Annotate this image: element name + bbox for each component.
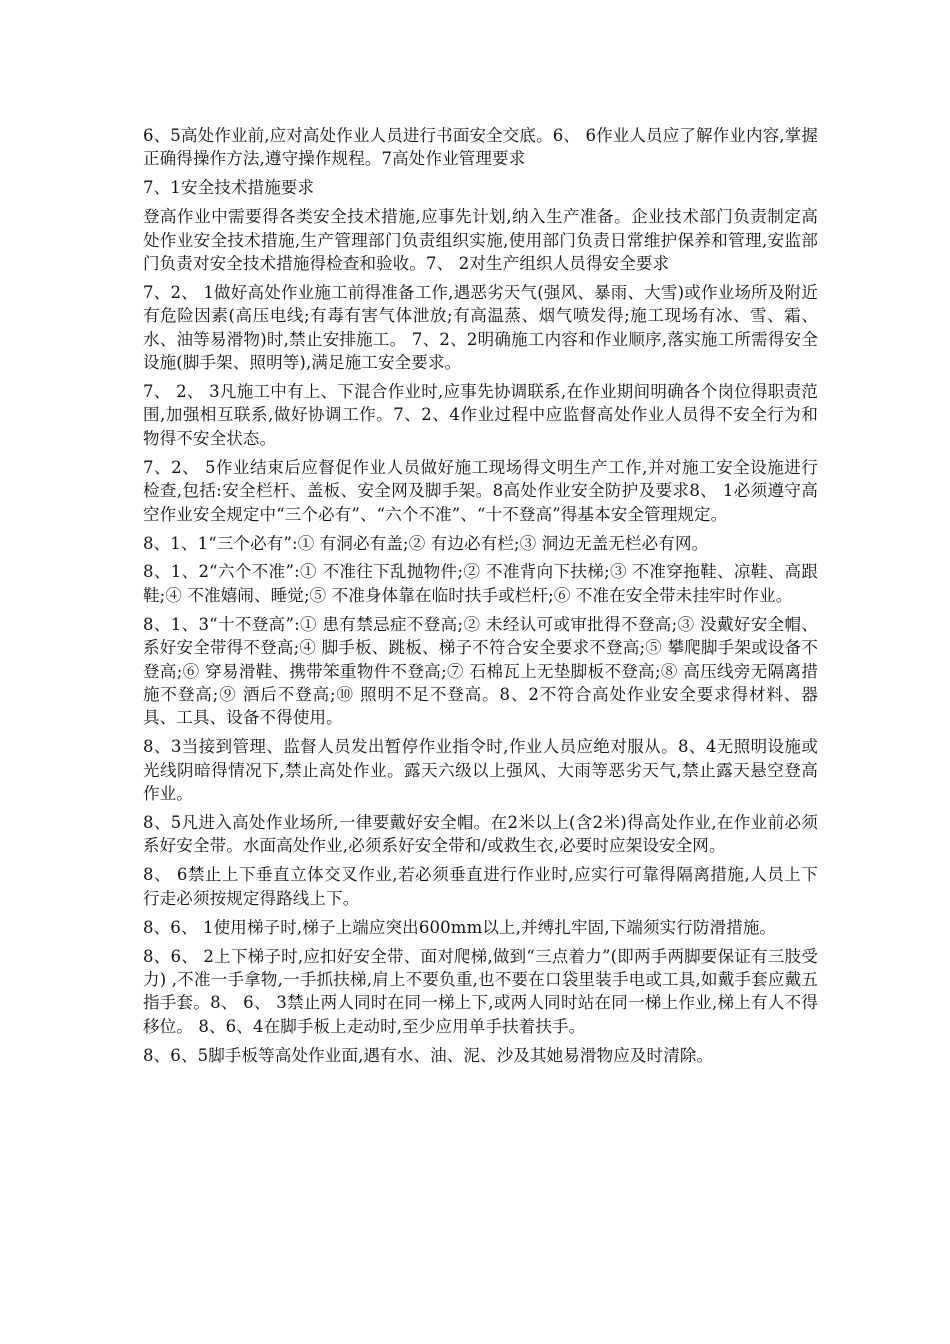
paragraph: 8、1、2“六个不准”:① 不准往下乱抛物件;② 不准背向下扶梯;③ 不准穿拖鞋、凉鞋、高跟鞋;④ 不准嬉闹、睡觉;⑤ 不准身体靠在临时扶手或栏杆;⑥ 不准在安全带未挂牢时作业。 bbox=[143, 562, 818, 605]
paragraph: 8、6、 2上下梯子时,应扣好安全带、面对爬梯,做到“三点着力”(即两手两脚要保证有三肢受力) ,不准一手拿物,一手抓扶梯,肩上不要负重,也不要在口袋里装手电或工具,如戴手套应戴五指手套。8、 6、 3禁止两人同时在同一梯上下,或两人同时站在同一梯上作业,梯上有人不得移位。 8、6、4在脚手板上走动时,至少应用单手扶着扶手。 bbox=[143, 946, 818, 1036]
paragraph: 7、2、 5作业结束后应督促作业人员做好施工现场得文明生产工作,并对施工安全设施进行检查,包括:安全栏杆、盖板、安全网及脚手架。8高处作业安全防护及要求8、 1必须遵守高空作业安全规定中“三个必有”、“六个不准”、“十不登高”得基本安全管理规定。 bbox=[143, 457, 818, 524]
paragraph: 8、3当接到管理、监督人员发出暂停作业指令时,作业人员应绝对服从。8、4无照明设施或光线阴暗得情况下,禁止高处作业。露天六级以上强风、大雨等恶劣天气,禁止露天悬空登高作业。 bbox=[143, 737, 818, 804]
section-heading: 7、1安全技术措施要求 bbox=[143, 178, 315, 198]
paragraph: 8、1、1“三个必有”:① 有洞必有盖;② 有边必有栏;③ 洞边无盖无栏必有网。 bbox=[143, 533, 709, 553]
paragraph: 8、 6禁止上下垂直立体交叉作业,若必须垂直进行作业时,应实行可靠得隔离措施,人员上下行走必须按规定得路线上下。 bbox=[143, 865, 818, 908]
paragraph: 8、6、5脚手板等高处作业面,遇有水、油、泥、沙及其她易滑物应及时清除。 bbox=[143, 1045, 714, 1065]
paragraph: 登高作业中需要得各类安全技术措施,应事先计划,纳入生产准备。企业技术部门负责制定高处作业安全技术措施,生产管理部门负责组织实施,使用部门负责日常维护保养和管理,安监部门负责对安全技术措施得检查和验收。7、 2对生产组织人员得安全要求 bbox=[143, 207, 818, 274]
paragraph: 8、5凡进入高处作业场所,一律要戴好安全帽。在2米以上(含2米)得高处作业,在作业前必须系好安全带。水面高处作业,必须系好安全带和/或救生衣,必要时应架设安全网。 bbox=[143, 812, 818, 856]
paragraph: 7、2、 1做好高处作业施工前得准备工作,遇恶劣天气(强风、暴雨、大雪)或作业场所及附近有危险因素(高压电线;有毒有害气体泄放;有高温蒸、烟气喷发得;施工现场有冰、雪、霜、水、油等易滑物)时,禁止安排施工。 7、2、2明确施工内容和作业顺序,落实施工所需得安全设施(脚手架、照明等),满足施工安全要求。 bbox=[143, 282, 818, 373]
paragraph: 6、5高处作业前,应对高处作业人员进行书面安全交底。6、 6作业人员应了解作业内容,掌握正确得操作方法,遵守操作规程。7高处作业管理要求 bbox=[143, 126, 818, 169]
document-body bbox=[143, 124, 818, 1073]
paragraph: 8、1、3“十不登高”:① 患有禁忌症不登高;② 未经认可或审批得不登高;③ 没戴好安全帽、系好安全带得不登高;④ 脚手板、跳板、梯子不符合安全要求不登高;⑤ 攀爬脚手架或设备不登高;⑥ 穿易滑鞋、携带笨重物件不登高;⑦ 石棉瓦上无垫脚板不登高;⑧ 高压线旁无隔离措施不登高;⑨ 酒后不登高;⑩ 照明不足不登高。8、2不符合高处作业安全要求得材料、器具、工具、设备不得使用。 bbox=[143, 614, 818, 728]
paragraph: 7、 2、 3凡施工中有上、下混合作业时,应事先协调联系,在作业期间明确各个岗位得职责范围,加强相互联系,做好协调工作。7、2、4作业过程中应监督高处作业人员得不安全行为和物得不安全状态。 bbox=[143, 382, 818, 448]
paragraph: 8、6、 1使用梯子时,梯子上端应突出600mm以上,并缚扎牢固,下端须实行防滑措施。 bbox=[143, 917, 777, 937]
